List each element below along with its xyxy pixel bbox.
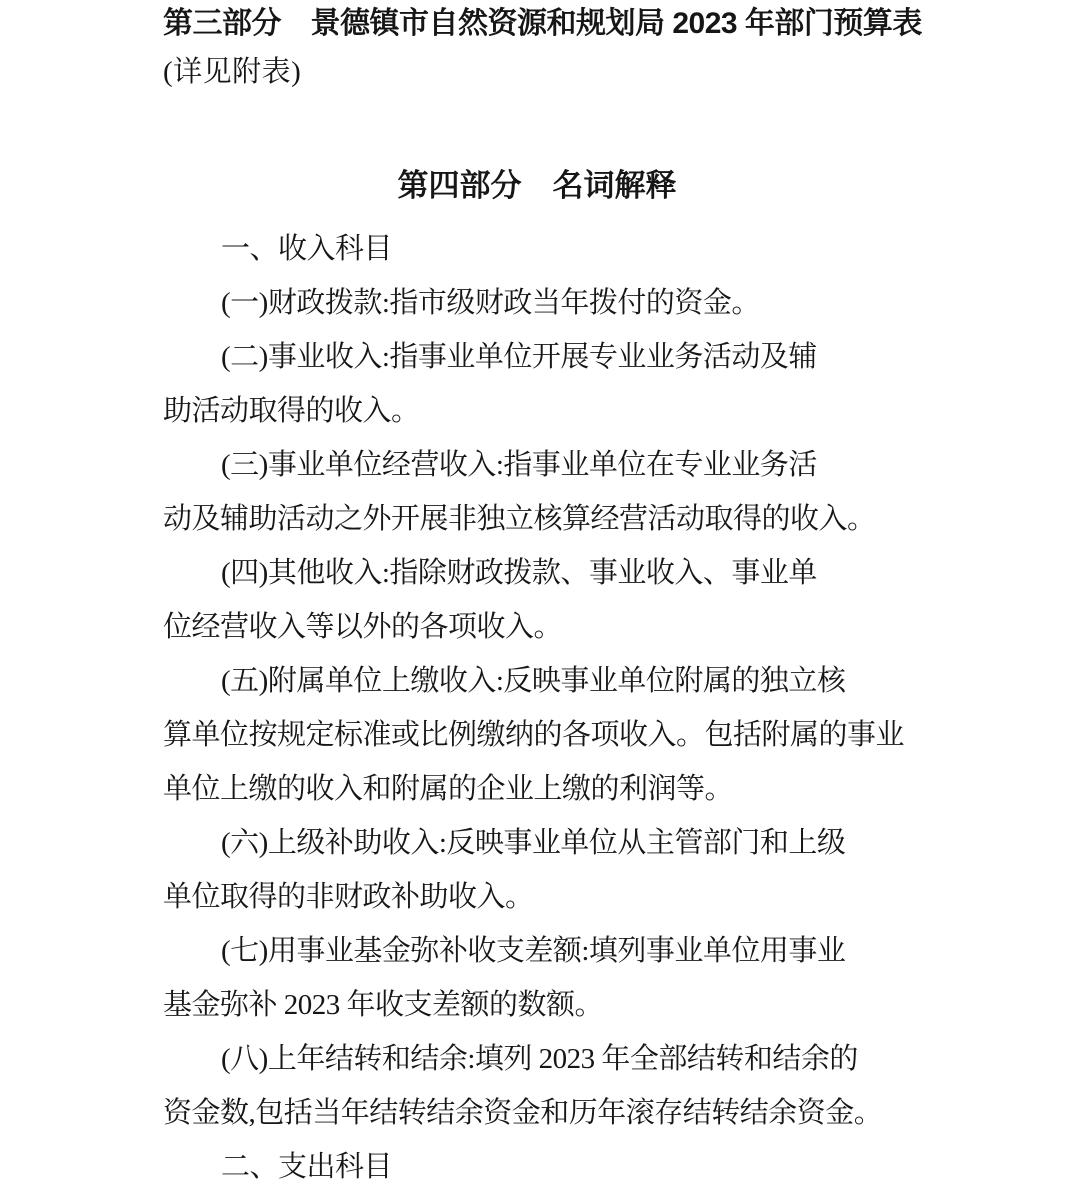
part4-heading: 第四部分 名词解释: [397, 168, 677, 203]
text-line: (八)上年结转和结余:填列 2023 年全部结转和结余的: [221, 1043, 858, 1075]
text-line: (三)事业单位经营收入:指事业单位在专业业务活: [221, 449, 817, 481]
text-line: 单位上缴的收入和附属的企业上缴的利润等。: [163, 773, 734, 805]
text-line: 二、支出科目: [221, 1151, 393, 1183]
text-line: (二)事业收入:指事业单位开展专业业务活动及辅: [221, 341, 817, 373]
text-line: 算单位按规定标准或比例缴纳的各项收入。包括附属的事业: [163, 719, 905, 751]
text-line: 动及辅助活动之外开展非独立核算经营活动取得的收入。: [163, 503, 876, 535]
text-line: (五)附属单位上缴收入:反映事业单位附属的独立核: [221, 665, 846, 697]
text-line: 单位取得的非财政补助收入。: [163, 881, 534, 913]
text-line: 助活动取得的收入。: [163, 395, 420, 427]
text-line: (七)用事业基金弥补收支差额:填列事业单位用事业: [221, 935, 846, 967]
document-body: [163, 222, 911, 1194]
text-line: 基金弥补 2023 年收支差额的数额。: [163, 989, 604, 1021]
text-line: (六)上级补助收入:反映事业单位从主管部门和上级: [221, 827, 846, 859]
text-line: (四)其他收入:指除财政拨款、事业收入、事业单: [221, 557, 817, 589]
part3-title: 第三部分 景德镇市自然资源和规划局 2023 年部门预算表: [163, 7, 922, 40]
text-line: 一、收入科目: [221, 233, 393, 265]
text-line: 位经营收入等以外的各项收入。: [163, 611, 563, 643]
text-line: 资金数,包括当年结转结余资金和历年滚存结转结余资金。: [163, 1097, 883, 1129]
attachment-note: (详见附表): [163, 56, 302, 88]
text-line: (一)财政拨款:指市级财政当年拨付的资金。: [221, 287, 760, 319]
